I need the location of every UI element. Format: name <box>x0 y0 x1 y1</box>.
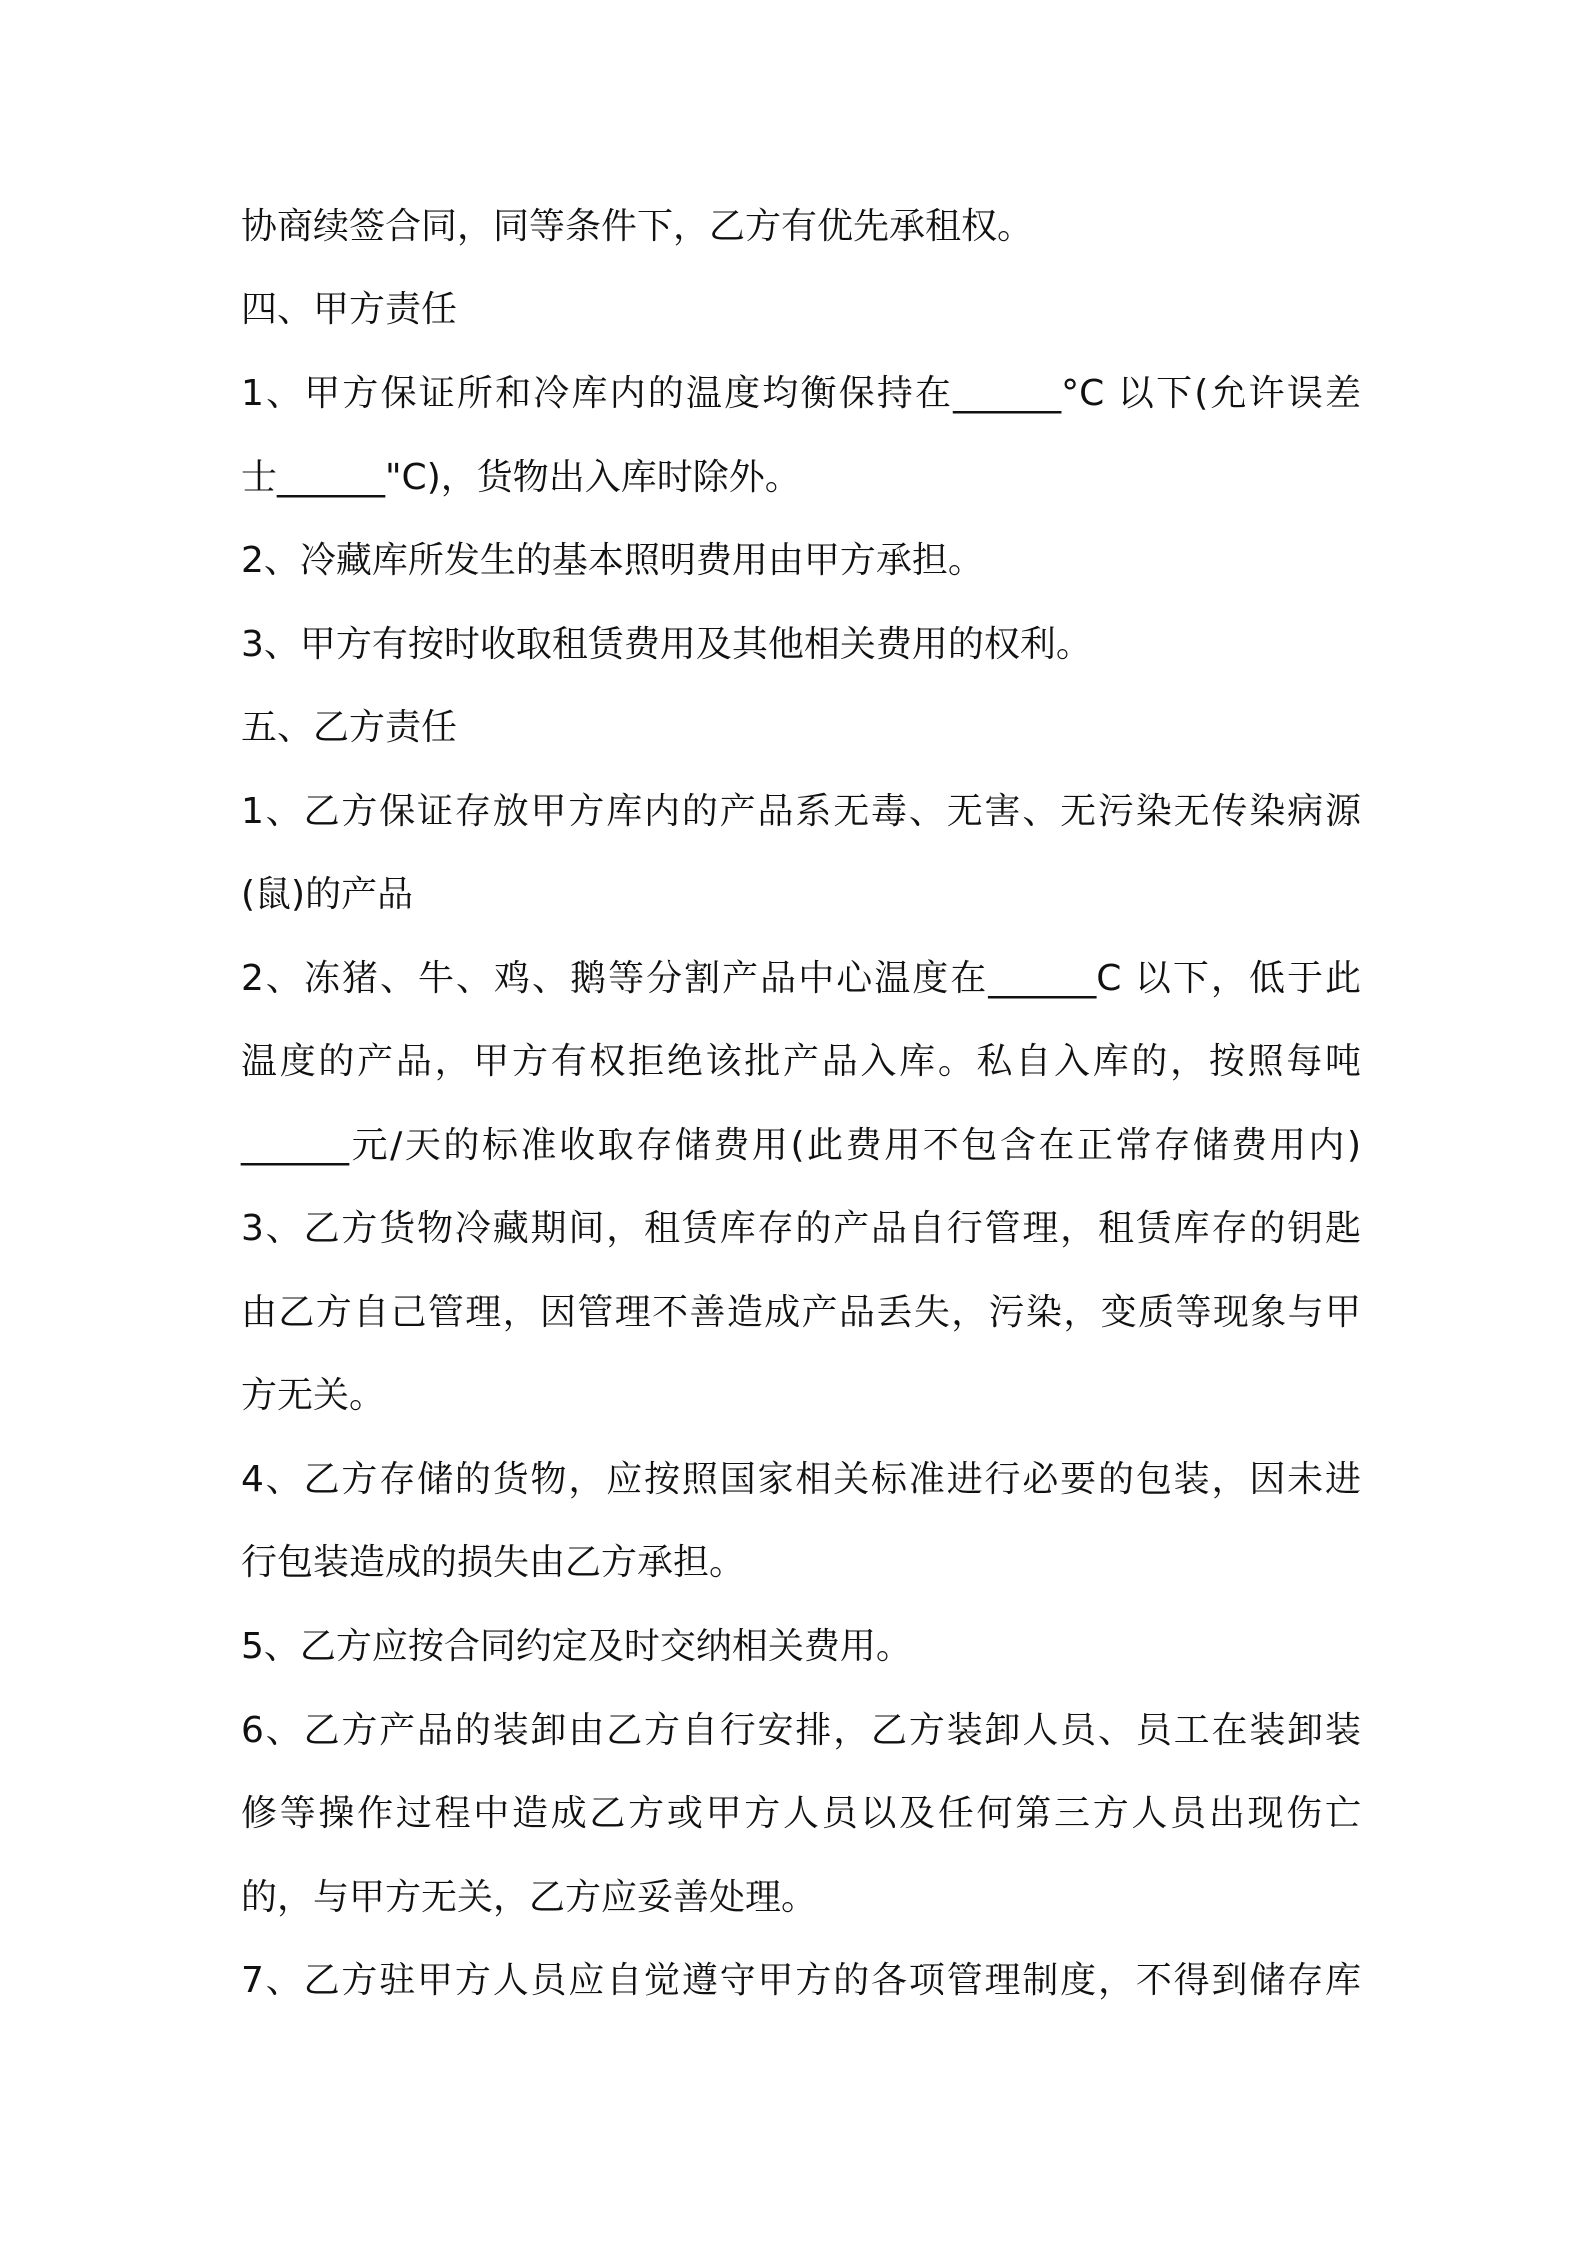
text-line: 2、冷藏库所发生的基本照明费用由甲方承担。 <box>241 540 984 581</box>
text-line: 3、甲方有按时收取租赁费用及其他相关费用的权利。 <box>241 624 1092 665</box>
text-line: 1、乙方保证存放甲方库内的产品系无毒、无害、无污染无传染病源 <box>241 791 1361 832</box>
text-line: 6、乙方产品的装卸由乙方自行安排，乙方装卸人员、员工在装卸装 <box>241 1710 1361 1751</box>
text-line: (鼠)的产品 <box>241 874 414 915</box>
text-line: 2、冻猪、牛、鸡、鹅等分割产品中心温度在______C 以下，低于此 <box>241 958 1361 999</box>
text-line: 3、乙方货物冷藏期间，租赁库存的产品自行管理，租赁库存的钥匙 <box>241 1208 1361 1249</box>
text-line: 协商续签合同，同等条件下，乙方有优先承租权。 <box>241 206 1034 247</box>
section-heading: 四、甲方责任 <box>241 289 458 330</box>
text-line: 修等操作过程中造成乙方或甲方人员以及任何第三方人员出现伤亡 <box>241 1793 1361 1834</box>
text-line: 7、乙方驻甲方人员应自觉遵守甲方的各项管理制度，不得到储存库 <box>241 1960 1361 2001</box>
text-line: 5、乙方应按合同约定及时交纳相关费用。 <box>241 1626 912 1667</box>
text-line: 1、甲方保证所和冷库内的温度均衡保持在______°C 以下(允许误差 <box>241 373 1361 414</box>
text-line: 行包装造成的损失由乙方承担。 <box>241 1542 746 1583</box>
section-heading: 五、乙方责任 <box>241 707 458 748</box>
text-line: 士______"C)，货物出入库时除外。 <box>241 457 801 498</box>
text-line: 4、乙方存储的货物，应按照国家相关标准进行必要的包装，因未进 <box>241 1459 1361 1500</box>
text-line: 的，与甲方无关，乙方应妥善处理。 <box>241 1877 818 1918</box>
text-line: ______元/天的标准收取存储费用(此费用不包含在正常存储费用内) <box>241 1125 1361 1166</box>
text-line: 由乙方自己管理，因管理不善造成产品丢失，污染，变质等现象与甲 <box>241 1292 1361 1333</box>
text-line: 方无关。 <box>241 1375 386 1416</box>
text-line: 温度的产品，甲方有权拒绝该批产品入库。私自入库的，按照每吨 <box>241 1041 1361 1082</box>
